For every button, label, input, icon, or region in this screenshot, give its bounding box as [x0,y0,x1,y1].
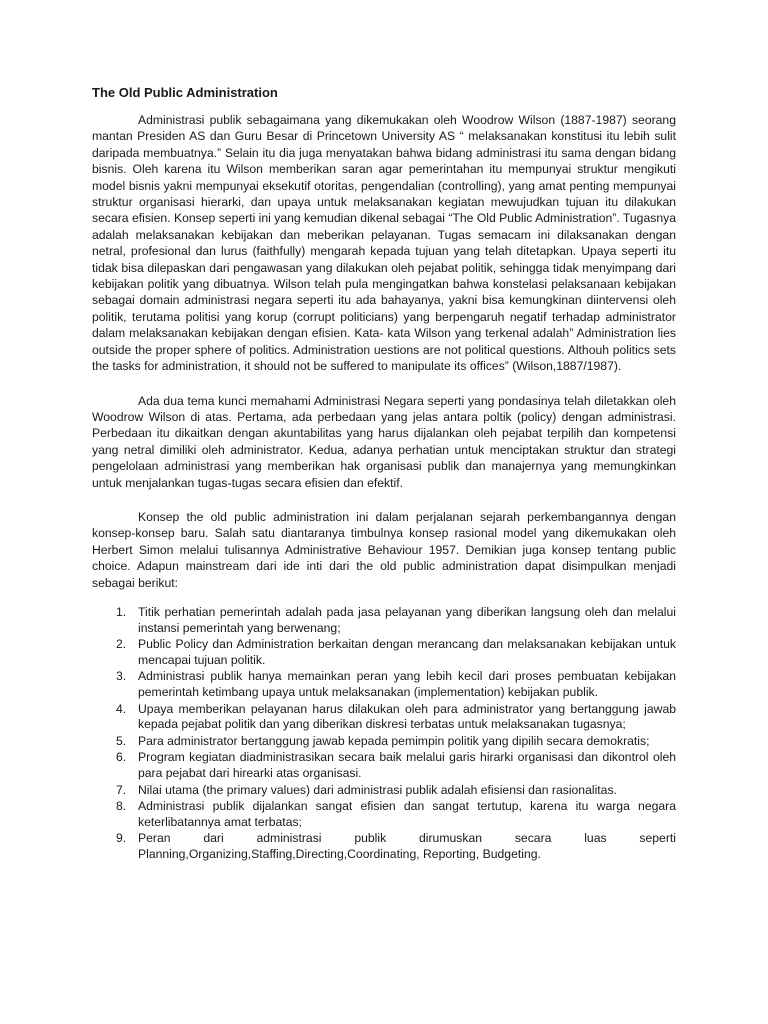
list-number: 1. [116,604,127,619]
list-number: 4. [116,701,127,716]
list-item [92,605,676,636]
list-item [92,799,676,830]
list-number: 7. [116,782,127,797]
list-item [92,637,676,668]
list-text: Public Policy dan Administration berkaitan dengan merancang dan melaksanakan kebijakan untuk mencapai tujuan politik. [138,637,676,667]
list-item [92,783,676,799]
list-item [92,734,676,750]
list-text: Nilai utama (the primary values) dari administrasi publik adalah efisiensi dan rasionalitas. [138,782,617,797]
list-number: 9. [116,831,127,846]
list-item [92,831,676,862]
document-title: The Old Public Administration [92,85,278,100]
paragraph-1: Administrasi publik sebagaimana yang dikemukakan oleh Woodrow Wilson (1887-1987) seorang mantan Presiden AS dan Guru Besar di Princetown University AS “ melaksanakan konstitusi itu lebih sulit daripada membuatnya.” Selain itu dia juga menyatakan bahwa bidang administrasi itu sama dengan bidang bisnis. Oleh karena itu Wilson memberikan saran agar pemerintahan itu mempunyai struktur mengikuti model bisnis yakni mempunyai eksekutif otoritas, pengendalian (controlling), yang amat penting mempunyai struktur organisasi hierarki, dan upaya untuk melaksanakan kegiatan mewujudkan tujuan itu dilakukan secara efisien. Konsep seperti ini yang kemudian dikenal sebagai “The Old Public Administration”. Tugasnya adalah melaksanakan kebijakan dan meberikan pelayanan. Tugas semacam ini dilaksanakan dengan netral, profesional dan lurus (faithfully) mengarah kepada tujuan yang telah ditetapkan. Upaya seperti itu tidak bisa dilepaskan dari pengawasan yang dilakukan oleh pejabat politik, sehingga tidak menyimpang dari kebijakan politik yang dibuatnya. Wilson telah pula mengingatkan bahwa konstelasi pelaksanaan kebijakan sebagai domain administrasi negara seperti itu ada bahayanya, yakni bisa kemungkinan diintervensi oleh politik, terutama politisi yang korup (corrupt politicians) yang berpengaruh negatif terhadap administrator dalam melaksanakan kebijakan dengan efisien. Kata- kata Wilson yang terkenal adalah” Administration lies outside the proper sphere of politics. Administration uestions are not political questions. Althouh politics sets the tasks for administration, it should not be suffered to manipulate its offices” (Wilson,1887/1987). [92,113,676,374]
list-text: Program kegiatan diadministrasikan secara baik melalui garis hirarki organisasi dan dikontrol oleh para pejabat dari hirearki atas organisasi. [138,750,676,780]
list-text: Administrasi publik hanya memainkan peran yang lebih kecil dari proses pembuatan kebijakan pemerintah ketimbang upaya untuk melaksanakan (implementation) kebijakan publik. [138,669,676,699]
list-number: 8. [116,799,127,814]
list-number: 6. [116,750,127,765]
list-number: 5. [116,733,127,748]
list-number: 3. [116,669,127,684]
list-text: Para administrator bertanggung jawab kepada pemimpin politik yang dipilih secara demokratis; [138,733,650,748]
list-item [92,669,676,700]
list-text: Administrasi publik dijalankan sangat efisien dan sangat tertutup, karena itu warga negara keterlibatannya amat terbatas; [138,799,676,829]
paragraph-3: Konsep the old public administration ini dalam perjalanan sejarah perkembangannya dengan konsep-konsep baru. Salah satu diantaranya timbulnya konsep rasional model yang dikemukakan oleh Herbert Simon melalui tulisannya Administrative Behaviour 1957. Demikian juga konsep tentang public choice. Adapun mainstream dari ide inti dari the old public administration dapat disimpulkan menjadi sebagai berikut: [92,509,676,590]
list-text: Titik perhatian pemerintah adalah pada jasa pelayanan yang diberikan langsung oleh dan melalui instansi pemerintah yang berwenang; [138,604,676,635]
list-item [92,702,676,733]
list-item [92,750,676,781]
principles-list [92,605,676,863]
list-text: Upaya memberikan pelayanan harus dilakukan oleh para administrator yang bertanggung jawab kepada pejabat politik dan yang diberikan diskresi terbatas untuk melaksanakan tugasnya; [138,701,676,732]
list-number: 2. [116,637,127,652]
paragraph-2: Ada dua tema kunci memahami Administrasi Negara seperti yang pondasinya telah diletakkan oleh Woodrow Wilson di atas. Pertama, ada perbedaan yang jelas antara poltik (policy) dengan administrasi. Perbedaan itu dikaitkan dengan akuntabilitas yang harus dijalankan oleh pejabat terpilih dan kompetensi yang netral dimiliki oleh administrator. Kedua, adanya perhatian untuk menciptakan struktur dan strategi pengelolaan administrasi yang memberikan hak organisasi publik dan manajernya yang memungkinkan untuk menjalankan tugas-tugas secara efisien dan efektif. [92,393,676,490]
list-text: Peran dari administrasi publik dirumuskan secara luas seperti Planning,Organizing,Staffing,Directing,Coordinating, Reporting, Budgeting. [138,831,676,861]
